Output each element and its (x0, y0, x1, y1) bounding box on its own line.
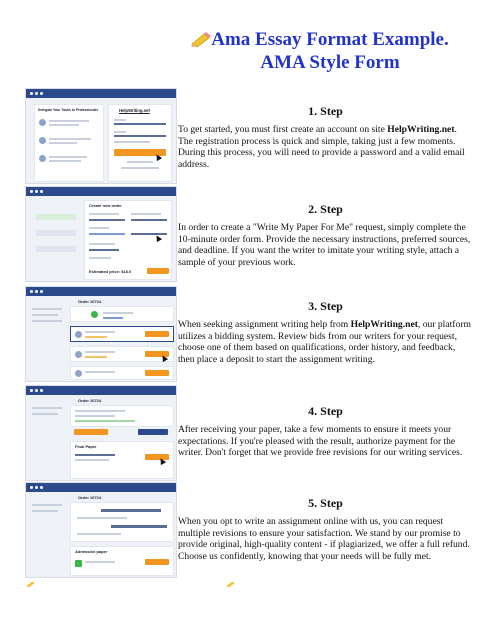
final-paper-card (70, 441, 174, 479)
avatar-icon (75, 331, 82, 338)
step-text: After receiving your paper, take a few moments to ensure it meets your expectations. If you're pleased with the result, authorize payment for the writer. Don't forget that we provide free revisions for our writing services. (178, 424, 463, 459)
title-line-2: AMA Style Form (260, 52, 400, 73)
chat-card (70, 502, 174, 542)
hire-button[interactable] (145, 370, 169, 376)
bid-card-selected[interactable] (70, 326, 174, 342)
screenshot-final-paper (25, 385, 177, 481)
cursor-icon (154, 234, 162, 242)
step-heading: 3. Step (308, 299, 343, 313)
screenshot-create-order (25, 186, 177, 282)
status-card (70, 405, 174, 427)
order-title: Order 10724 (78, 495, 102, 500)
screenshot-revisions (25, 482, 177, 578)
order-steps (32, 210, 82, 268)
step-text: To get started, you must first create an account on site HelpWriting.net. The registration process is quick and simple, taking just a few moments. During this process, you will need to provide a password and a valid email address. (178, 124, 465, 170)
brand-link[interactable]: HelpWriting.net (387, 124, 455, 135)
bid-card[interactable] (70, 366, 174, 380)
avatar-icon (39, 155, 46, 162)
step-heading: 1. Step (308, 104, 343, 118)
screenshot-signup (25, 88, 177, 184)
next-button[interactable] (147, 268, 169, 274)
check-icon (91, 311, 98, 318)
signup-form (108, 104, 172, 182)
admission-paper-card (70, 546, 174, 576)
pencil-icon (26, 580, 36, 588)
final-paper-label: Final Paper (75, 444, 97, 449)
order-title: Order 10724 (78, 299, 102, 304)
signup-left-title: Delegate Your Tasks to Professionals (38, 108, 99, 112)
admission-paper-label: Admission paper (75, 549, 108, 554)
window-bar (26, 89, 176, 98)
bid-card[interactable] (70, 306, 174, 322)
order-title: Order 10724 (78, 398, 102, 403)
title-line-1: Ama Essay Format Example. (211, 29, 449, 50)
check-icon (75, 560, 82, 567)
window-bar (26, 187, 176, 196)
signup-brand: HelpWriting.net (119, 108, 150, 113)
step-1 (178, 104, 473, 170)
step-5 (178, 496, 473, 562)
screenshot-bids (25, 286, 177, 382)
info-panel (34, 104, 104, 182)
hire-button[interactable] (145, 331, 169, 337)
revision-button[interactable] (138, 429, 168, 435)
avatar-icon (75, 370, 82, 377)
step-4 (178, 404, 473, 459)
pencil-icon (226, 580, 236, 588)
step-heading: 4. Step (308, 404, 343, 418)
order-form-title: Create new order (89, 203, 122, 208)
window-bar (26, 483, 176, 492)
step-heading: 2. Step (308, 202, 343, 216)
approve-button[interactable] (74, 429, 108, 435)
step-text: When seeking assignment writing help from HelpWriting.net, our platform utilizes a bidding system. Review bids from our writers for your request, choose one of them based on qualifications, order history, and feedback, then place a deposit to start the assignment writing. (178, 319, 471, 365)
download-button[interactable] (145, 559, 169, 565)
step-heading: 5. Step (308, 496, 343, 510)
step-3 (178, 299, 473, 365)
avatar-icon (39, 137, 46, 144)
step-2 (178, 202, 473, 268)
order-form (84, 200, 172, 280)
page-title (185, 28, 475, 74)
step-text: In order to create a "Write My Paper For Me" request, simply complete the 10-minute order form. Provide the necessary instructions, preferred sources, and deadline. If you want the writer to imitate your writing style, attach a sample of your previous work. (178, 222, 471, 268)
avatar-icon (39, 119, 46, 126)
estimated-price: Estimated price: $18.0 (89, 269, 132, 274)
brand-link[interactable]: HelpWriting.net (350, 319, 418, 330)
window-bar (26, 287, 176, 296)
window-bar (26, 386, 176, 395)
step-text: When you opt to write an assignment online with us, you can request multiple revisions to ensure your satisfaction. We stand by our promise to provide original, high-quality content - if plagiarized, we offer a full refund. Choose us confidently, knowing that your needs will be fully met. (178, 516, 470, 562)
bid-card[interactable] (70, 346, 174, 362)
avatar-icon (75, 351, 82, 358)
